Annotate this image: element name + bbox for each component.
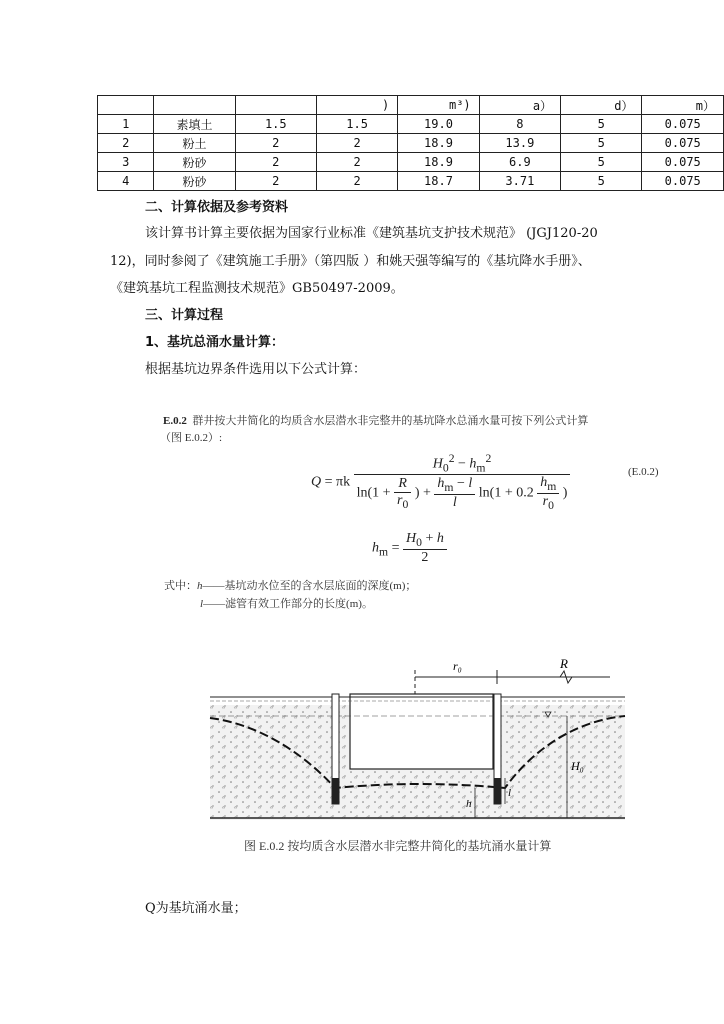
table-header-cell <box>98 96 154 115</box>
formula-sub: 0 <box>442 461 449 475</box>
formula-l: l <box>200 598 204 610</box>
table-cell: 2 <box>316 172 397 191</box>
section2-paragraph-line: 该计算书计算主要依据为国家行业标准《建筑基坑支护技术规范》 (JGJ120-20 <box>145 226 598 241</box>
H0-label: H₀ <box>571 759 584 773</box>
formula-sub: m <box>444 481 454 495</box>
formula-sub: m <box>547 480 557 494</box>
formula-close-plus: ) + <box>414 485 431 501</box>
table-cell: 0.075 <box>642 115 724 134</box>
formula-h: h <box>540 475 548 491</box>
table-cell: 18.9 <box>398 134 479 153</box>
table-header-cell <box>154 96 235 115</box>
formula-h: h <box>372 540 379 556</box>
table-cell: 1 <box>98 115 154 134</box>
h-label: h <box>466 798 472 810</box>
clause-ref: （图 E.0.2）: <box>160 432 223 444</box>
table-cell: 3 <box>98 153 154 172</box>
table-cell: 0.075 <box>642 134 724 153</box>
table-cell: 18.7 <box>398 172 479 191</box>
formula-denominator <box>354 475 571 512</box>
table-row <box>98 115 724 134</box>
equation-label: (E.0.2) <box>628 466 659 478</box>
formula-r: r <box>542 494 549 510</box>
table-cell: 1.5 <box>235 115 316 134</box>
formula-sub: m <box>476 461 486 475</box>
formula-h: h <box>197 580 203 592</box>
table-row <box>98 153 724 172</box>
formula-minus: − <box>458 456 466 472</box>
table-row <box>98 172 724 191</box>
table-header-row <box>98 96 724 115</box>
formula-ln: ln(1 + <box>356 485 391 501</box>
formula-R: R <box>394 476 411 493</box>
well-screen-left <box>332 778 339 804</box>
l-label: l <box>508 787 512 799</box>
where-l-line <box>200 595 373 611</box>
formula-numerator <box>354 452 571 475</box>
formula-subfraction <box>537 475 559 512</box>
hm-formula <box>372 531 447 566</box>
excavation-pit <box>350 694 493 769</box>
table-cell: 5 <box>561 153 642 172</box>
formula-minus: − <box>456 476 465 492</box>
discharge-formula <box>311 452 570 512</box>
table-cell: 4 <box>98 172 154 191</box>
clause-text: 群井按大井简化的均质含水层潜水非完整井的基坑降水总涌水量可按下列公式计算 <box>192 415 589 427</box>
table-cell: 3.71 <box>479 172 560 191</box>
footer-text: Q为基坑涌水量； <box>145 901 247 916</box>
formula-H: H <box>432 456 443 472</box>
table-cell: 粉砂 <box>154 153 235 172</box>
formula-fraction <box>403 531 447 566</box>
formula-h: h <box>437 476 445 492</box>
section2-heading: 二、计算依据及参考资料 <box>145 200 289 215</box>
table-cell: 0.075 <box>642 172 724 191</box>
formula-sub: 0 <box>548 499 554 513</box>
formula-H: H <box>405 531 417 546</box>
formula-h: h <box>469 456 477 472</box>
table-cell: 2 <box>316 153 397 172</box>
table-cell: 2 <box>235 172 316 191</box>
section3-subheading: 1、基坑总涌水量计算： <box>145 335 285 350</box>
formula-subfraction <box>394 476 411 511</box>
table-cell: 素填土 <box>154 115 235 134</box>
formula-l: l <box>468 476 473 492</box>
table-cell: 2 <box>98 134 154 153</box>
l-description: ——滤管有效工作部分的长度(m)。 <box>203 598 373 610</box>
formula-close: ) <box>562 485 568 501</box>
soil-parameter-table <box>97 95 724 191</box>
pit-diagram <box>205 650 630 830</box>
formula-subfraction <box>434 476 475 511</box>
well-screen-right <box>494 778 501 804</box>
table-cell: 粉土 <box>154 134 235 153</box>
table-cell: 6.9 <box>479 153 560 172</box>
formula-sup: 2 <box>448 452 455 465</box>
formula-two: 2 <box>421 549 429 565</box>
figure-caption: 图 E.0.2 按均质含水层潜水非完整井简化的基坑涌水量计算 <box>244 839 552 853</box>
table-header-cell: m³) <box>398 96 479 115</box>
table-cell: 5 <box>561 172 642 191</box>
formula-equals: = <box>391 540 400 556</box>
formula-ln: ln(1 + 0.2 <box>478 485 534 501</box>
table-cell: 5 <box>561 134 642 153</box>
formula-sub: 0 <box>416 535 422 549</box>
table-cell: 8 <box>479 115 560 134</box>
table-cell: 1.5 <box>316 115 397 134</box>
section3-heading: 三、计算过程 <box>145 308 224 323</box>
table-header-cell: d） <box>561 96 642 115</box>
r0-label: r₀ <box>453 659 462 673</box>
section3-intro: 根据基坑边界条件选用以下公式计算： <box>145 362 367 377</box>
clause-line <box>163 412 588 428</box>
formula-sup: 2 <box>485 452 492 465</box>
table-cell: 18.9 <box>398 153 479 172</box>
table-cell: 5 <box>561 115 642 134</box>
table-cell: 2 <box>316 134 397 153</box>
table-row <box>98 134 724 153</box>
formula-Q: Q <box>311 474 322 490</box>
formula-l: l <box>452 495 457 511</box>
table-cell: 0.075 <box>642 153 724 172</box>
table-header-cell: m） <box>642 96 724 115</box>
formula-sub: m <box>379 545 389 559</box>
where-label: 式中： <box>164 580 197 592</box>
table-cell: 2 <box>235 134 316 153</box>
clause-number: E.0.2 <box>163 415 187 427</box>
formula-h: h <box>436 531 444 546</box>
table-cell: 2 <box>235 153 316 172</box>
formula-r: r <box>397 493 403 509</box>
where-h-line <box>164 577 416 593</box>
table-cell: 粉砂 <box>154 172 235 191</box>
h-description: ——基坑动水位至的含水层底面的深度(m)； <box>202 580 417 592</box>
formula-fraction <box>354 452 571 512</box>
table-header-cell: ) <box>316 96 397 115</box>
section2-paragraph-line: 《建筑基坑工程监测技术规范》GB50497-2009。 <box>110 281 404 296</box>
section2-paragraph-line: 12)，同时参阅了《建筑施工手册》（第四版 ）和姚天强等编写的《基坑降水手册》、 <box>110 254 591 269</box>
table-cell: 13.9 <box>479 134 560 153</box>
formula-pik: = πk <box>324 474 351 490</box>
formula-sub: 0 <box>402 498 409 512</box>
R-label: R <box>560 656 568 671</box>
table-header-cell: a） <box>479 96 560 115</box>
table-header-cell <box>235 96 316 115</box>
table-cell: 19.0 <box>398 115 479 134</box>
formula-plus: + <box>425 531 434 546</box>
